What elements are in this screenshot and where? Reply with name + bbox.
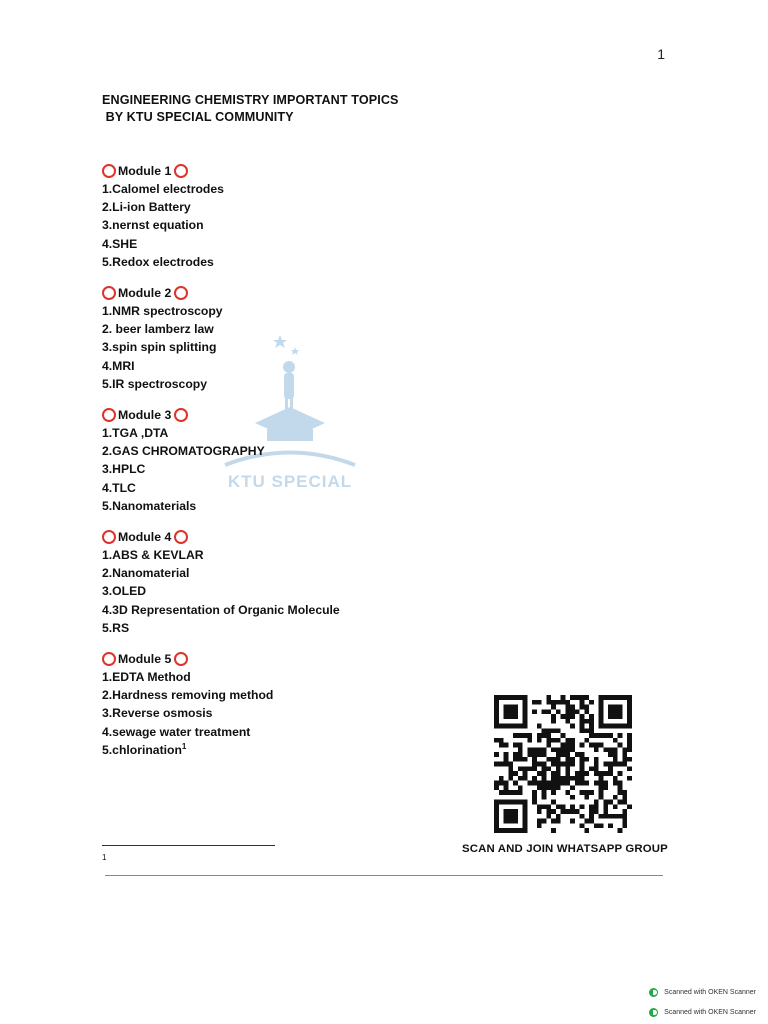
topic-item: 1.NMR spectroscopy <box>102 304 223 319</box>
red-ring-icon <box>102 408 116 422</box>
watermark-text: KTU SPECIAL <box>227 472 353 491</box>
module-1 <box>102 162 462 271</box>
topic-item: 4.sewage water treatment <box>102 724 251 739</box>
scanner-stamp <box>649 1008 756 1017</box>
red-ring-icon <box>102 530 116 544</box>
document-title <box>102 92 399 126</box>
title-line-2: BY KTU SPECIAL COMMUNITY <box>102 110 294 124</box>
page-number: 1 <box>657 46 665 62</box>
topic-item: 1.ABS & KEVLAR <box>102 548 204 563</box>
red-ring-icon <box>174 286 188 300</box>
topic-item: 3.OLED <box>102 584 147 599</box>
topic-item: 1.EDTA Method <box>102 670 191 685</box>
module-heading-label: Module 5 <box>118 652 172 667</box>
module-heading <box>102 284 462 302</box>
red-ring-icon <box>102 164 116 178</box>
module-5 <box>102 650 462 759</box>
qr-caption: SCAN AND JOIN WHATSAPP GROUP <box>462 843 668 855</box>
topic-item: 3.HPLC <box>102 462 146 477</box>
red-ring-icon <box>174 652 188 666</box>
topic-item: 4.SHE <box>102 236 138 251</box>
topic-item: 4.3D Representation of Organic Molecule <box>102 602 340 617</box>
module-4 <box>102 528 462 637</box>
scanner-stamp <box>649 988 756 997</box>
topic-item: 2. beer lamberz law <box>102 322 214 337</box>
scanner-stamp-text: Scanned with OKEN Scanner <box>664 989 756 996</box>
page-bottom-divider <box>105 875 663 876</box>
whatsapp-group-qr-code[interactable] <box>494 695 632 833</box>
topic-item: 5.Redox electrodes <box>102 254 214 269</box>
module-heading-label: Module 2 <box>118 286 172 301</box>
module-list <box>102 162 462 772</box>
topic-item: 3.spin spin splitting <box>102 340 217 355</box>
module-heading-label: Module 4 <box>118 530 172 545</box>
module-heading <box>102 162 462 180</box>
title-line-1: ENGINEERING CHEMISTRY IMPORTANT TOPICS <box>102 93 399 107</box>
module-heading-label: Module 1 <box>118 164 172 178</box>
topic-item: 2.Li-ion Battery <box>102 200 191 215</box>
red-ring-icon <box>174 408 188 422</box>
footnote-number: 1 <box>102 853 107 862</box>
footnote-divider <box>102 845 275 846</box>
qr-code-icon <box>494 695 632 833</box>
module-2 <box>102 284 462 393</box>
topic-item: 4.TLC <box>102 480 136 495</box>
topic-item: 1.Calomel electrodes <box>102 182 224 196</box>
red-ring-icon <box>102 652 116 666</box>
topic-item: 2.Hardness removing method <box>102 688 274 703</box>
red-ring-icon <box>102 286 116 300</box>
topic-item: 3.Reverse osmosis <box>102 706 213 721</box>
topic-item <box>102 741 462 759</box>
red-ring-icon <box>174 530 188 544</box>
topic-item: 5.Nanomaterials <box>102 498 197 513</box>
oken-scanner-icon <box>649 988 658 997</box>
topic-text: 5.chlorination <box>102 742 182 757</box>
topic-item: 5.RS <box>102 620 130 635</box>
footnote-reference: 1 <box>181 741 187 751</box>
topic-item: 1.TGA ,DTA <box>102 426 169 441</box>
topic-item: 2.Nanomaterial <box>102 566 190 581</box>
oken-scanner-icon <box>649 1008 658 1017</box>
module-heading <box>102 650 462 668</box>
red-ring-icon <box>174 164 188 178</box>
module-heading <box>102 406 462 424</box>
topic-item: 5.IR spectroscopy <box>102 376 207 391</box>
topic-item: 2.GAS CHROMATOGRAPHY <box>102 444 265 459</box>
topic-item: 4.MRI <box>102 358 135 373</box>
module-3 <box>102 406 462 515</box>
module-heading-label: Module 3 <box>118 408 172 423</box>
scanner-stamp-text: Scanned with OKEN Scanner <box>664 1009 756 1016</box>
topic-item: 3.nernst equation <box>102 218 204 233</box>
module-heading <box>102 528 462 546</box>
